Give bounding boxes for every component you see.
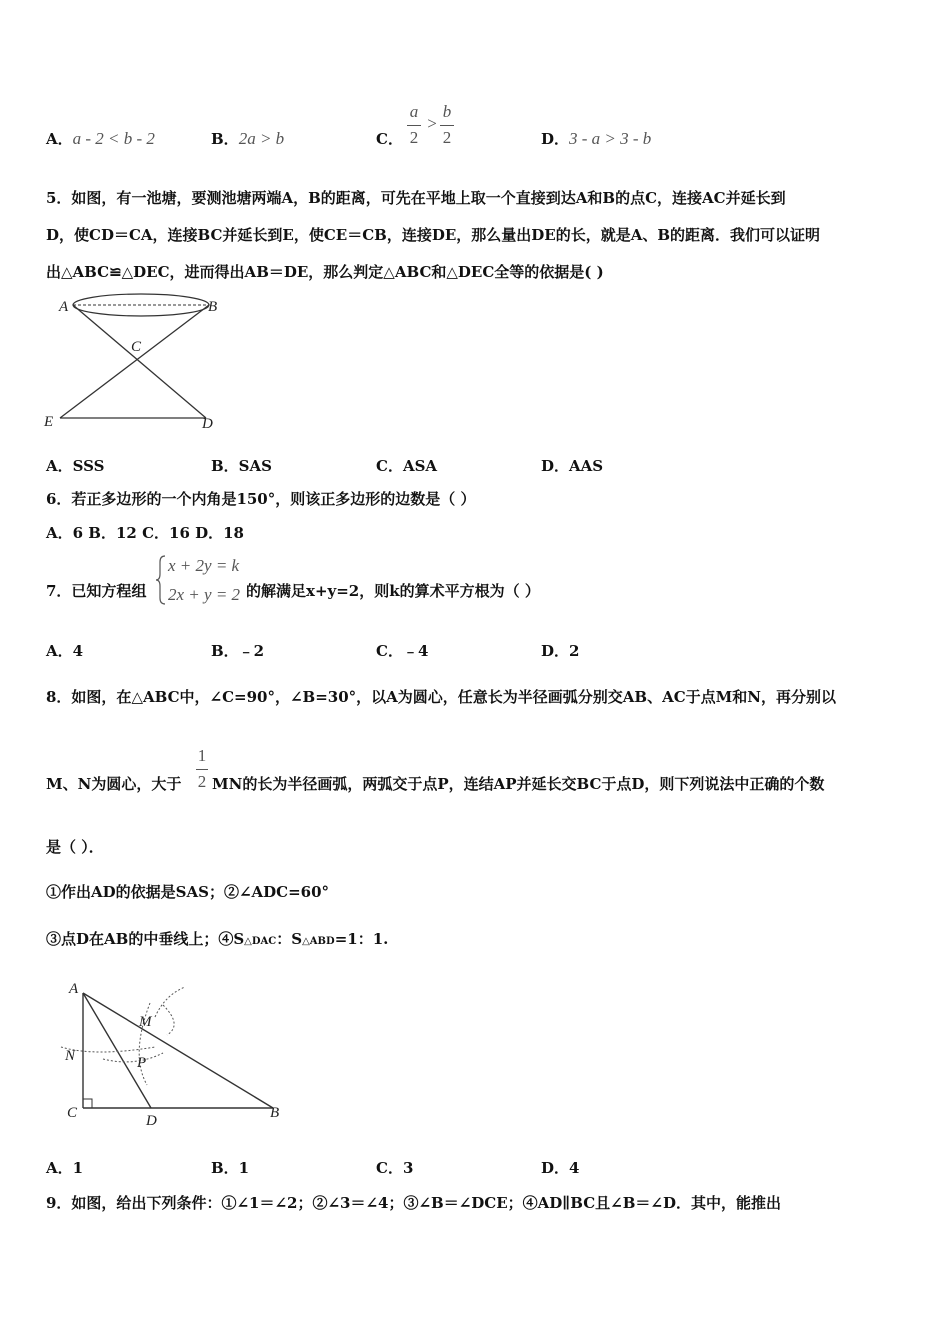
q8-line-1: 8．如图，在△ABC中，∠C=90°，∠B=30°，以A为圆心，任意长为半径画弧分别交AB、AC于点M和N，再分别以 [46,688,836,706]
right-angle-mark [83,1099,92,1108]
q7-option-c: C．﹣4 [376,642,429,660]
point-b-label: B [208,299,218,315]
q7-option-b: B．﹣2 [211,642,265,660]
q9-line-1: 9．如图，给出下列条件：①∠1＝∠2；②∠3＝∠4；③∠B＝∠DCE；④AD∥BC且∠B＝∠D．其中，能推出 [46,1194,781,1212]
q7-suffix: 的解满足x+y=2，则k的算术平方根为（ ） [246,582,540,600]
q4-c-den1: 2 [409,128,419,147]
q4-option-d: D．3 - a > 3 - b [541,129,652,148]
q5-option-a: A．SSS [46,457,105,475]
point-p-label: P [137,1055,147,1071]
q5-line-2: D，使CD＝CA，连接BC并延长到E，使CE＝CB，连接DE，那么量出DE的长，就是A、B的距离．我们可以证明 [46,226,821,244]
q8-line-2-prefix: M、N为圆心，大于 [46,775,182,793]
point-n-label: N [65,1048,76,1064]
q4-option-a: A．a - 2 < b - 2 [46,129,155,148]
q8-statement-1: ①作出AD的依据是SAS；②∠ADC=60° [46,883,330,901]
segment-ab [83,993,273,1108]
q6-stem: 6．若正多边形的一个内角是150°，则该正多边形的边数是（ ） [46,490,476,508]
q4-c-op: > [427,114,437,133]
q8-option-c: C．3 [376,1159,414,1177]
q5-pond-figure [40,288,230,436]
q8-line-3: 是（ ）． [46,838,104,856]
q4-c-num2: b [442,102,452,121]
q7-eq-2: 2x + y = 2 [168,585,241,604]
segment-ad [83,993,151,1108]
half-num: 1 [197,746,207,765]
point-m-label: M [139,1014,152,1030]
point-b-label: B [270,1105,280,1121]
fraction-bar [407,125,421,126]
fraction-bar [440,125,454,126]
q7-eq-1: x + 2y = k [168,556,240,575]
q8-line-2-suffix: MN的长为半径画弧，两弧交于点P，连结AP并延长交BC于点D，则下列说法中正确的个数 [212,775,825,793]
point-e-label: E [44,414,54,430]
q5-option-b: B．SAS [211,457,272,475]
q7-brace [155,554,167,606]
q7-prefix: 7．已知方程组 [46,582,147,600]
fraction-bar [196,769,208,770]
q5-line-1: 5．如图，有一池塘，要测池塘两端A，B的距离，可先在平地上取一个直接到达A和B的点C，连接AC并延长到 [46,189,786,207]
q4-option-b: B．2a > b [211,129,285,148]
point-a-label: A [59,299,69,315]
q7-option-d: D．2 [541,642,580,660]
point-a-label: A [69,981,79,997]
arc-top [155,987,185,1017]
q7-option-a: A．4 [46,642,84,660]
q4-c-num1: a [409,102,419,121]
q8-option-b: B．1 [211,1159,250,1177]
q8-option-d: D．4 [541,1159,580,1177]
arc-m [163,1005,174,1035]
point-c-label: C [67,1105,78,1121]
point-d-label: D [146,1113,157,1129]
q8-statement-2: ③点D在AB的中垂线上；④S△DAC：S△ABD=1：1. [46,930,389,948]
arc-from-m [103,1053,163,1062]
half-den: 2 [197,772,207,791]
q5-option-d: D．AAS [541,457,604,475]
q4-c-den2: 2 [442,128,452,147]
arc-mn [61,1047,155,1052]
q8-triangle-figure [55,975,295,1130]
q5-line-3: 出△ABC≌△DEC，进而得出AB＝DE，那么判定△ABC和△DEC全等的依据是( ) [46,263,604,281]
q5-option-c: C．ASA [376,457,438,475]
q8-option-a: A．1 [46,1159,84,1177]
q6-options: A．6 B．12 C．16 D．18 [46,524,244,542]
q4-option-c-label: C． [376,130,403,148]
point-d-label: D [202,416,213,432]
point-c-label: C [131,339,142,355]
